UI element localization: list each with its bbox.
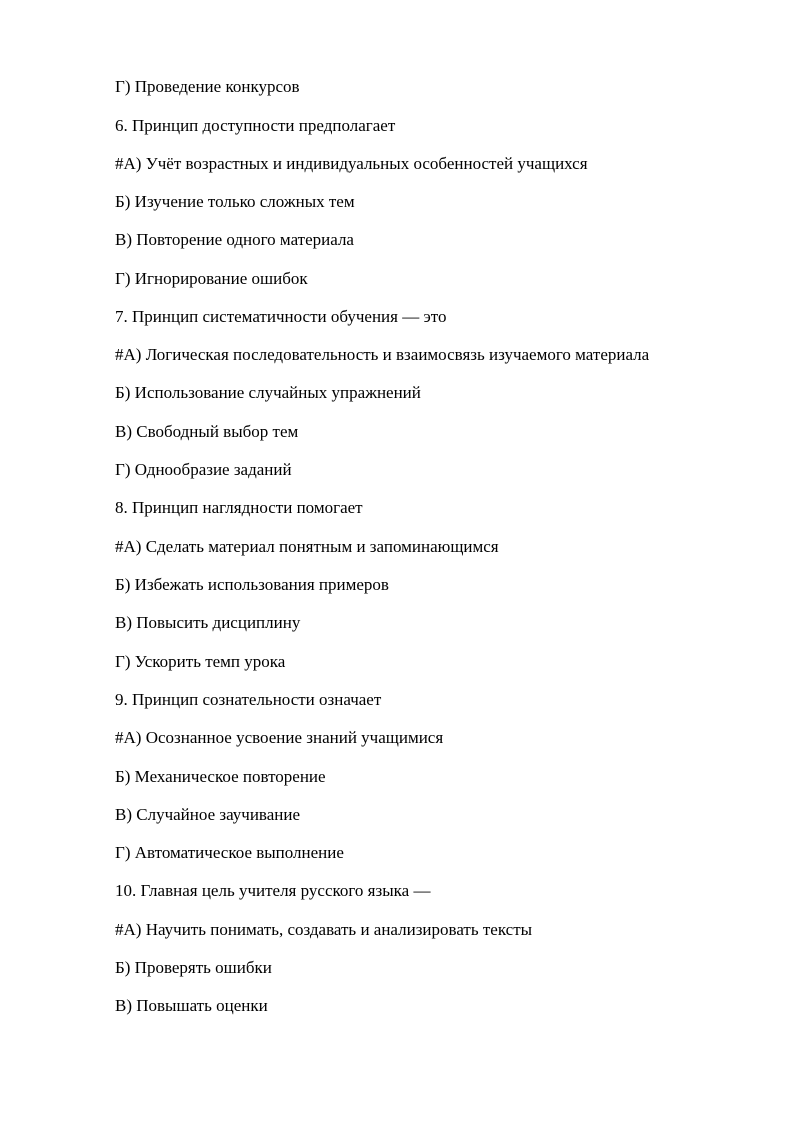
answer-option: В) Повторение одного материала xyxy=(115,230,354,249)
answer-option: Б) Избежать использования примеров xyxy=(115,575,389,594)
answer-option: Г) Автоматическое выполнение xyxy=(115,843,344,862)
answer-option: Б) Использование случайных упражнений xyxy=(115,383,421,402)
answer-option: Г) Проведение конкурсов xyxy=(115,77,300,96)
question-text: 7. Принцип систематичности обучения — это xyxy=(115,307,447,326)
answer-option-correct: #А) Осознанное усвоение знаний учащимися xyxy=(115,728,444,747)
question-text: 6. Принцип доступности предполагает xyxy=(115,116,396,135)
answer-option: Г) Однообразие заданий xyxy=(115,460,292,479)
answer-option: Г) Ускорить темп урока xyxy=(115,652,286,671)
answer-option-correct: #А) Логическая последовательность и взаимосвязь изучаемого материала xyxy=(115,345,650,364)
answer-option-correct: #А) Сделать материал понятным и запоминающимся xyxy=(115,537,499,556)
answer-option: В) Повысить дисциплину xyxy=(115,613,301,632)
answer-option: Б) Проверять ошибки xyxy=(115,958,272,977)
answer-option: В) Повышать оценки xyxy=(115,996,268,1015)
question-text: 10. Главная цель учителя русского языка — xyxy=(115,881,431,900)
answer-option: В) Свободный выбор тем xyxy=(115,422,299,441)
answer-option: Г) Игнорирование ошибок xyxy=(115,269,308,288)
answer-option: В) Случайное заучивание xyxy=(115,805,300,824)
answer-option: Б) Механическое повторение xyxy=(115,767,326,786)
answer-option-correct: #А) Научить понимать, создавать и анализировать тексты xyxy=(115,920,533,939)
answer-option-correct: #А) Учёт возрастных и индивидуальных особенностей учащихся xyxy=(115,154,588,173)
answer-option: Б) Изучение только сложных тем xyxy=(115,192,355,211)
question-text: 8. Принцип наглядности помогает xyxy=(115,498,363,517)
question-text: 9. Принцип сознательности означает xyxy=(115,690,382,709)
